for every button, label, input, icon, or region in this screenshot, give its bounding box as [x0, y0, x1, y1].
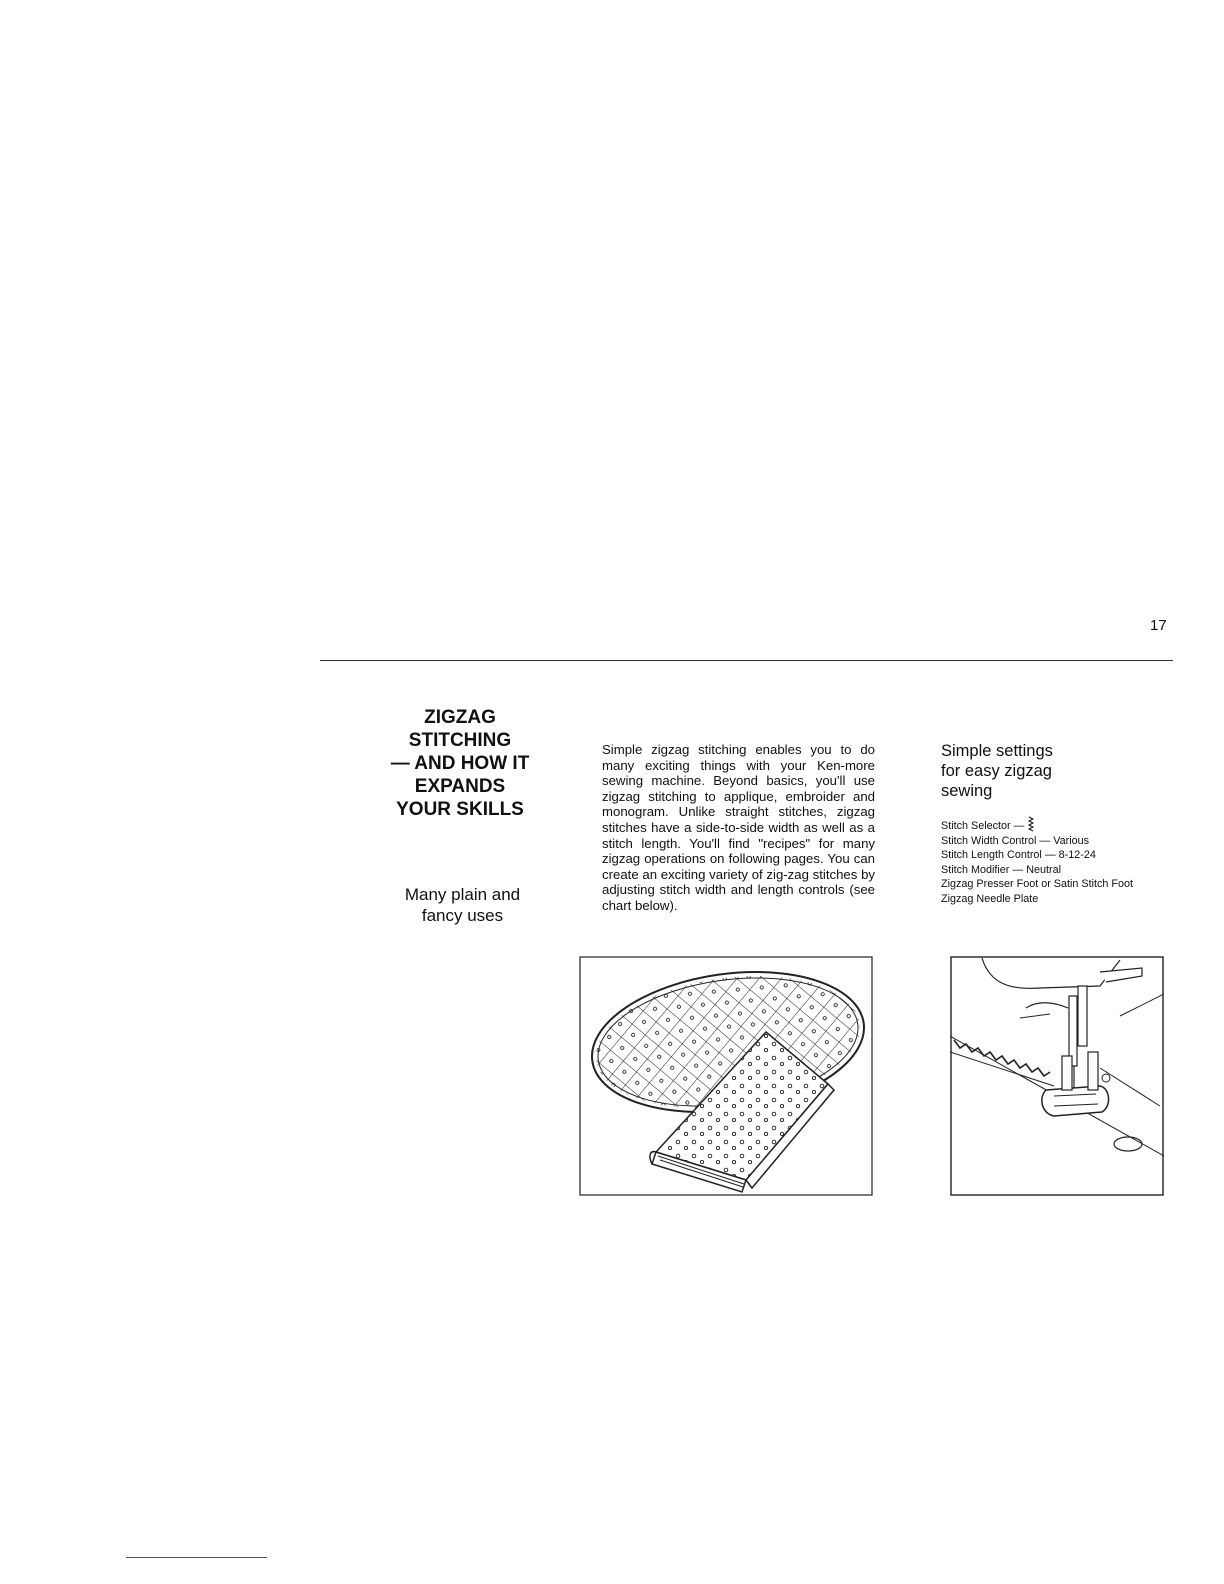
subheading-line: fancy uses	[421, 906, 504, 925]
body-paragraph: Simple zigzag stitching enables you to do many exciting things with your Ken-more sewing machine. Beyond basics, you'll use zigzag stitching to applique, embroider and monogram. Unlike straight stitches, zigzag stitches have a side-to-side width as well as a stitch length. You'll find "recipes" for many zigzag operations on following pages. You can create an exciting variety of zig-zag stitches by adjusting stitch width and length controls (see chart below).	[602, 742, 875, 913]
subheading-line: Many plain and	[404, 885, 521, 904]
title-line: STITCHING	[408, 730, 512, 751]
header-rule	[320, 660, 1173, 661]
setting-stitch-modifier: Stitch Modifier — Neutral	[941, 863, 1062, 876]
footer-line	[126, 1557, 267, 1558]
zigzag-stitch-icon	[1027, 816, 1035, 832]
presser-foot-illustration	[950, 956, 1164, 1196]
setting-stitch-length: Stitch Length Control — 8-12-24	[941, 849, 1096, 862]
placemat-napkin-drawing	[578, 956, 874, 1196]
settings-heading-line: for easy zigzag	[941, 762, 1052, 780]
title-line: YOUR SKILLS	[396, 799, 524, 820]
settings-list	[941, 816, 1186, 907]
title-line: EXPANDS	[414, 776, 506, 797]
section-title	[355, 706, 565, 821]
setting-presser-foot: Zigzag Presser Foot or Satin Stitch Foot	[941, 878, 1134, 891]
settings-heading-line: Simple settings	[941, 742, 1053, 760]
setting-stitch-selector	[941, 816, 1186, 834]
settings-heading	[941, 741, 1141, 801]
page-number: 17	[1150, 617, 1167, 634]
title-line: ZIGZAG	[424, 707, 496, 728]
title-line: — AND HOW IT	[390, 753, 530, 774]
presser-foot-drawing	[950, 956, 1164, 1196]
subheading	[380, 884, 545, 926]
setting-stitch-width: Stitch Width Control — Various	[941, 834, 1090, 847]
placemat-illustration	[578, 956, 874, 1196]
setting-text: Stitch Selector —	[941, 820, 1025, 832]
setting-needle-plate: Zigzag Needle Plate	[941, 892, 1039, 905]
settings-heading-line: sewing	[941, 782, 993, 800]
